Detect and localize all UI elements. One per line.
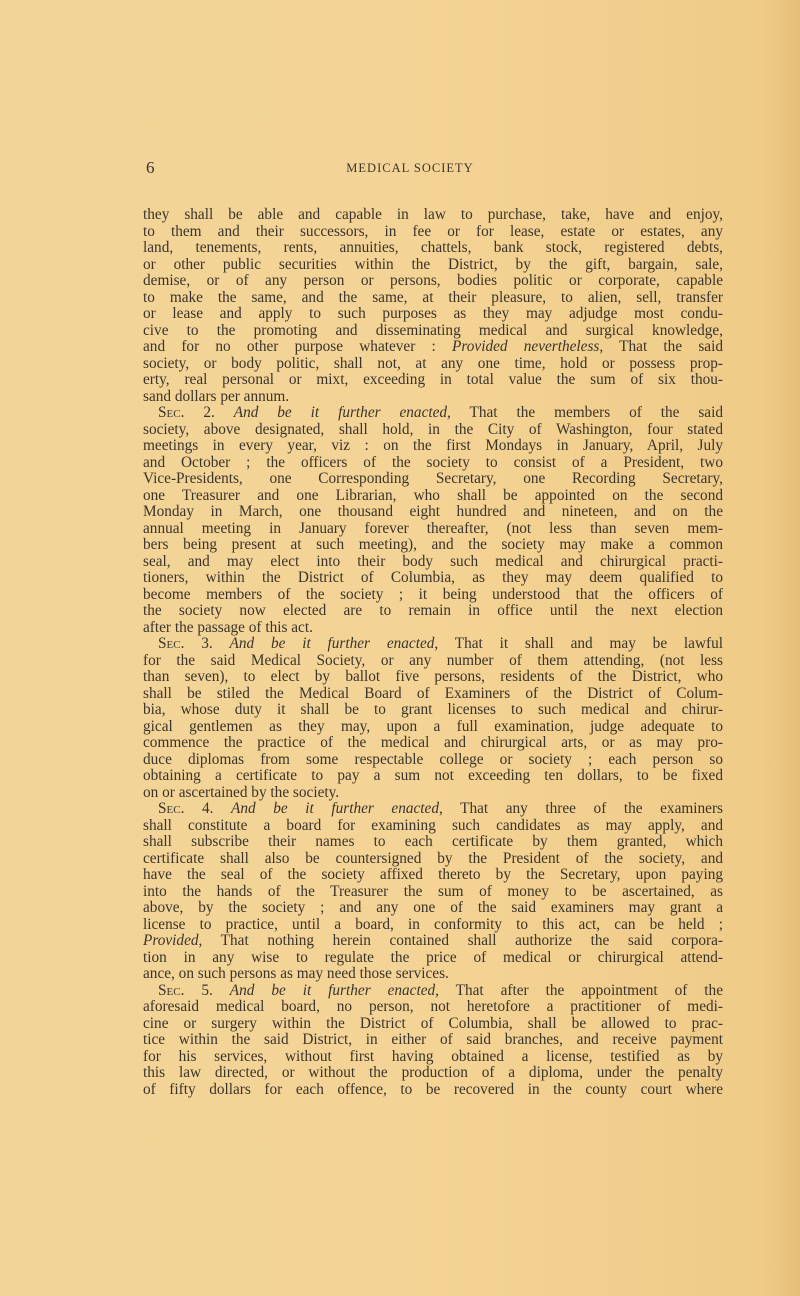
text-line	[143, 669, 723, 686]
text-line	[143, 834, 723, 851]
text-segment: duce diplomas from some respectable college or society ; each person so	[143, 750, 723, 768]
italic-phrase: And be it further enacted	[229, 981, 436, 999]
text-line	[143, 719, 723, 736]
text-segment: tioners, within the District of Columbia, as they may deem qualified to	[143, 569, 723, 586]
text-line	[143, 273, 723, 290]
text-line	[143, 455, 723, 472]
text-line	[143, 768, 723, 785]
text-line	[143, 570, 723, 587]
text-line	[143, 290, 723, 307]
text-line	[143, 323, 723, 340]
text-line	[143, 801, 723, 818]
text-segment: 5.	[184, 981, 230, 999]
text-segment: , That after the appointment of the	[435, 981, 723, 999]
text-line	[143, 240, 723, 257]
text-line	[143, 603, 723, 620]
text-line	[143, 554, 723, 571]
text-line	[143, 1016, 723, 1033]
text-line	[143, 818, 723, 835]
text-segment: bia, whose duty it shall be to grant licenses to such medical and chirur-	[143, 701, 723, 718]
text-line	[143, 1032, 723, 1049]
text-segment: than seven), to elect by ballot five persons, residents of the District, who	[143, 668, 723, 685]
text-segment: for the said Medical Society, or any number of them attending, (not less	[143, 651, 723, 669]
text-segment: Vice-Presidents, one Corresponding Secretary, one Recording Secretary,	[143, 470, 723, 487]
text-segment: tice within the said District, in either of said branches, and receive payment	[143, 1031, 723, 1048]
text-line	[143, 867, 723, 884]
section-label: Sec.	[158, 404, 185, 421]
text-line	[143, 224, 723, 241]
text-line	[143, 933, 723, 950]
text-segment: erty, real personal or mixt, exceeding in total value the sum of six thou-	[143, 371, 723, 388]
text-segment: to them and their successors, in fee or for lease, estate or estates, any	[143, 222, 723, 240]
text-segment: become members of the society ; it being understood that the officers of	[143, 585, 723, 603]
text-line	[143, 999, 723, 1016]
text-segment: and October ; the officers of the society to consist of a President, two	[143, 453, 723, 471]
text-line	[143, 389, 723, 406]
section-paragraph	[143, 983, 723, 1099]
text-line	[143, 1065, 723, 1082]
text-segment: or lease and apply to such purposes as they may adjudge most condu-	[143, 305, 723, 322]
text-line	[143, 356, 723, 373]
text-line	[143, 636, 723, 653]
text-segment: shall subscribe their names to each certificate by them granted, which	[143, 833, 723, 850]
text-segment: on or ascertained by the society.	[143, 783, 340, 801]
text-segment: society, above designated, shall hold, in the City of Washington, four stated	[143, 420, 723, 438]
italic-phrase: And be it further enacted	[231, 800, 439, 817]
text-line	[143, 488, 723, 505]
text-line	[143, 405, 723, 422]
text-segment: 2.	[184, 404, 234, 421]
text-line	[143, 966, 723, 983]
text-line	[143, 422, 723, 439]
text-segment: seal, and may elect into their body such medical and chirurgical practi-	[143, 552, 723, 570]
text-segment: commence the practice of the medical and chirurgical arts, or as may pro-	[143, 734, 723, 751]
text-segment: annual meeting in January forever thereafter, (not less than seven mem-	[143, 519, 723, 537]
section-label: Sec.	[158, 800, 185, 817]
page-number: 6	[146, 158, 155, 177]
text-line	[143, 257, 723, 274]
text-line	[143, 900, 723, 917]
section-label: Sec.	[158, 981, 185, 999]
text-segment: tion in any wise to regulate the price of medical or chirurgical attend-	[143, 948, 723, 966]
text-line	[143, 851, 723, 868]
text-segment: , That the members of the said	[447, 404, 723, 421]
text-line	[143, 1049, 723, 1066]
text-segment: certificate shall also be countersigned by the President of the society, and	[143, 849, 723, 867]
text-segment: sand dollars per annum.	[143, 387, 290, 405]
italic-phrase: Provided nevertheless	[452, 338, 600, 355]
text-segment: meetings in every year, viz : on the first Mondays in January, April, July	[143, 437, 723, 454]
text-segment: one Treasurer and one Librarian, who shall be appointed on the second	[143, 486, 723, 504]
text-line	[143, 983, 723, 1000]
text-segment: bers being present at such meeting), and the society may make a common	[143, 536, 723, 553]
text-line	[143, 917, 723, 934]
italic-phrase: And be it further enacted	[229, 635, 435, 652]
text-line	[143, 752, 723, 769]
text-segment: aforesaid medical board, no person, not heretofore a practitioner of medi-	[143, 998, 723, 1015]
text-segment: shall constitute a board for examining such candidates as may apply, and	[143, 816, 723, 834]
text-line	[143, 438, 723, 455]
text-segment: , That the said	[599, 338, 723, 355]
body-text	[143, 207, 723, 1098]
text-line	[143, 785, 723, 802]
text-line	[143, 620, 723, 637]
text-line	[143, 537, 723, 554]
text-segment: or other public securities within the District, by the gift, bargain, sale,	[143, 255, 723, 273]
text-segment: after the passage of this act.	[143, 618, 313, 636]
text-segment: the society now elected are to remain in office until the next election	[143, 602, 723, 619]
text-segment: and for no other purpose whatever :	[143, 338, 453, 355]
text-segment: they shall be able and capable in law to purchase, take, have and enjoy,	[143, 206, 723, 223]
running-head: MEDICAL SOCIETY	[346, 161, 474, 175]
text-segment: of fifty dollars for each offence, to be recovered in the county court where	[143, 1080, 723, 1098]
text-segment: for his services, without first having obtained a license, testified as by	[143, 1047, 723, 1065]
text-segment: this law directed, or without the production of a diploma, under the penalty	[143, 1064, 723, 1081]
section-paragraph	[143, 636, 723, 801]
text-segment: license to practice, until a board, in conformity to this act, can be held ;	[143, 915, 723, 933]
text-segment: cive to the promoting and disseminating medical and surgical knowledge,	[143, 321, 723, 339]
text-segment: into the hands of the Treasurer the sum of money to be ascertained, as	[143, 882, 723, 900]
italic-phrase: And be it further enacted	[233, 404, 448, 421]
text-line	[143, 587, 723, 604]
text-line	[143, 653, 723, 670]
italic-phrase: Provided	[143, 932, 199, 949]
text-segment: 4.	[184, 800, 232, 817]
text-line	[143, 207, 723, 224]
text-segment: 3.	[184, 635, 230, 652]
text-line	[143, 339, 723, 356]
text-segment: land, tenements, rents, annuities, chattels, bank stock, registered debts,	[143, 239, 723, 256]
section-label: Sec.	[158, 635, 185, 652]
text-segment: have the seal of the society affixed thereto by the Secretary, upon paying	[143, 866, 723, 883]
text-segment: , That it shall and may be lawful	[434, 635, 723, 652]
text-line	[143, 306, 723, 323]
text-segment: cine or surgery within the District of Columbia, shall be allowed to prac-	[143, 1014, 723, 1032]
text-segment: above, by the society ; and any one of the said examiners may grant a	[143, 899, 723, 916]
paragraph-continued	[143, 207, 723, 405]
text-line	[143, 950, 723, 967]
text-segment: to make the same, and the same, at their pleasure, to alien, sell, transfer	[143, 288, 723, 306]
section-paragraph	[143, 405, 723, 636]
text-segment: , That nothing herein contained shall authorize the said corpora-	[198, 932, 723, 949]
text-segment: society, or body politic, shall not, at any one time, hold or possess prop-	[143, 354, 723, 372]
text-line	[143, 471, 723, 488]
text-line	[143, 1082, 723, 1099]
text-line	[143, 521, 723, 538]
text-segment: Monday in March, one thousand eight hundred and nineteen, and on the	[143, 503, 723, 520]
text-line	[143, 702, 723, 719]
text-segment: demise, or of any person or persons, bodies politic or corporate, capable	[143, 272, 723, 289]
text-segment: , That any three of the examiners	[438, 800, 723, 817]
text-line	[143, 372, 723, 389]
text-segment: gical gentlemen as they may, upon a full examination, judge adequate to	[143, 717, 723, 735]
text-segment: shall be stiled the Medical Board of Examiners of the District of Colum-	[143, 684, 723, 702]
text-line	[143, 884, 723, 901]
text-line	[143, 686, 723, 703]
section-paragraph	[143, 801, 723, 983]
text-segment: ance, on such persons as may need those services.	[143, 965, 449, 982]
text-segment: obtaining a certificate to pay a sum not exceeding ten dollars, to be fixed	[143, 767, 723, 784]
text-line	[143, 504, 723, 521]
text-line	[143, 735, 723, 752]
